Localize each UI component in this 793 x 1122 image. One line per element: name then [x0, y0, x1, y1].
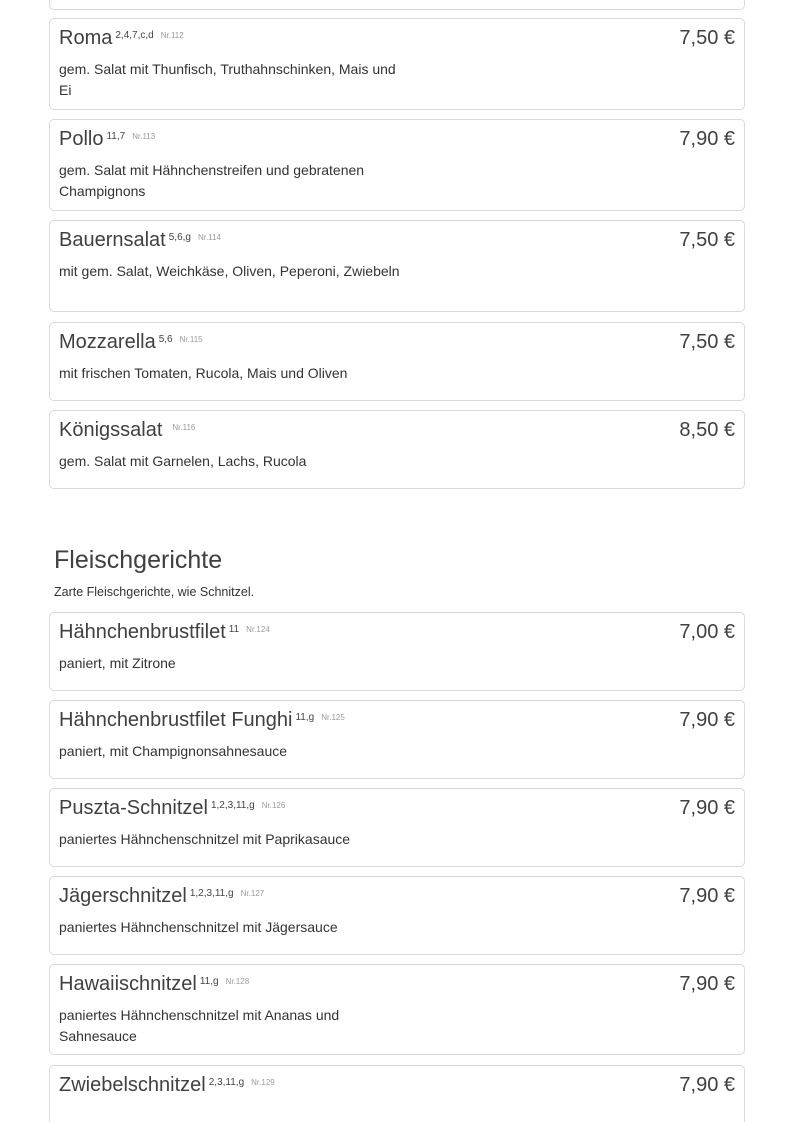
menu-item-name: Mozzarella	[59, 331, 156, 353]
menu-item-number: Nr.114	[198, 232, 221, 242]
menu-item-card[interactable]	[49, 700, 745, 779]
menu-item-header	[59, 331, 203, 354]
menu-item-header	[59, 797, 285, 820]
menu-item-name: Hawaiischnitzel	[59, 973, 197, 995]
menu-item-header	[59, 128, 155, 151]
menu-item-number: Nr.126	[261, 800, 286, 810]
menu-item-number: Nr.124	[246, 624, 270, 634]
menu-item-header	[59, 709, 345, 732]
menu-item-card[interactable]	[49, 876, 745, 955]
menu-item-number: Nr.125	[321, 712, 345, 722]
menu-item-number: Nr.115	[179, 334, 203, 344]
menu-item-allergens: 11	[228, 623, 240, 635]
menu-item-allergens: 11,g	[199, 975, 219, 987]
menu-item-price: 7,50 €	[679, 331, 735, 353]
menu-item-allergens: 11,g	[295, 711, 315, 723]
menu-item-number: Nr.128	[225, 976, 250, 986]
menu-item-number: Nr.127	[240, 888, 265, 898]
menu-item-price: 7,90 €	[679, 709, 735, 731]
menu-item-allergens: 2,4,7,c,d	[115, 29, 154, 41]
menu-item-card[interactable]	[49, 788, 745, 867]
menu-item-header	[59, 229, 221, 252]
menu-item-name: Pollo	[59, 128, 104, 150]
menu-item-header	[59, 1074, 275, 1097]
menu-item-price: 7,90 €	[679, 1074, 735, 1096]
menu-item-number: Nr.113	[132, 131, 156, 141]
menu-item-price: 7,90 €	[679, 885, 735, 907]
menu-item-header	[59, 419, 195, 442]
menu-item-name: Bauernsalat	[59, 229, 166, 251]
menu-item-allergens: 5,6,g	[168, 231, 191, 243]
menu-item-description: paniertes Hähnchenschnitzel mit Jägersauce	[59, 919, 338, 935]
menu-item-name: Jägerschnitzel	[59, 885, 187, 907]
menu-item-card[interactable]	[49, 612, 745, 691]
menu-item-description: mit frischen Tomaten, Rucola, Mais und Oliven	[59, 365, 348, 381]
menu-item-name: Hähnchenbrustfilet	[59, 621, 226, 643]
menu-item-description: paniertes Hähnchenschnitzel mit Paprikasauce	[59, 831, 351, 847]
menu-item-description: paniertes Hähnchenschnitzel mit Ananas und Sahnesauce	[59, 1007, 340, 1044]
menu-item-description: paniert, mit Zitrone	[59, 655, 176, 671]
section-subtitle: Zarte Fleischgerichte, wie Schnitzel.	[54, 585, 255, 599]
menu-item-price: 7,00 €	[679, 621, 735, 643]
menu-item-name: Roma	[59, 27, 113, 49]
menu-item-card[interactable]	[49, 322, 745, 401]
menu-item-description: gem. Salat mit Hähnchenstreifen und gebratenen Champignons	[59, 162, 365, 199]
menu-item-name: Zwiebelschnitzel	[59, 1074, 206, 1096]
menu-item-allergens: 11,7	[106, 130, 126, 142]
menu-item-price: 7,50 €	[679, 27, 735, 49]
menu-item-card[interactable]	[49, 1065, 745, 1122]
menu-item-header	[59, 27, 184, 50]
menu-item-name: Königssalat	[59, 419, 163, 441]
menu-item-description: mit gem. Salat, Weichkäse, Oliven, Peperoni, Zwiebeln	[59, 263, 400, 279]
menu-item-allergens: 5,6	[158, 333, 173, 345]
menu-item-card[interactable]	[49, 410, 745, 489]
menu-item-name: Puszta-Schnitzel	[59, 797, 208, 819]
menu-item-card[interactable]	[49, 18, 745, 110]
menu-item-card[interactable]	[49, 119, 745, 211]
menu-item-allergens: 1,2,3,11,g	[189, 887, 234, 899]
menu-item-number: Nr.112	[160, 30, 184, 40]
menu-item-number: Nr.116	[172, 422, 196, 432]
menu-item-number: Nr.129	[251, 1077, 275, 1087]
menu-item-header	[59, 885, 264, 908]
menu-item-price: 7,90 €	[679, 797, 735, 819]
menu-item-price: 7,90 €	[679, 973, 735, 995]
menu-item-card[interactable]	[49, 964, 745, 1055]
menu-item-card-partial[interactable]	[49, 0, 745, 10]
menu-item-name: Hähnchenbrustfilet Funghi	[59, 709, 293, 731]
section-title: Fleischgerichte	[54, 546, 223, 574]
menu-item-price: 7,90 €	[679, 128, 735, 150]
menu-item-price: 7,50 €	[679, 229, 735, 251]
menu-item-allergens: 2,3,11,g	[208, 1076, 245, 1088]
menu-item-description: gem. Salat mit Garnelen, Lachs, Rucola	[59, 453, 307, 469]
menu-item-allergens: 1,2,3,11,g	[210, 799, 255, 811]
menu-item-header	[59, 973, 249, 996]
menu-item-description: gem. Salat mit Thunfisch, Truthahnschinken, Mais und Ei	[59, 61, 396, 98]
menu-item-description: paniert, mit Champignonsahnesauce	[59, 743, 288, 759]
menu-item-header	[59, 621, 270, 644]
menu-item-price: 8,50 €	[679, 419, 735, 441]
menu-item-card[interactable]	[49, 220, 745, 312]
